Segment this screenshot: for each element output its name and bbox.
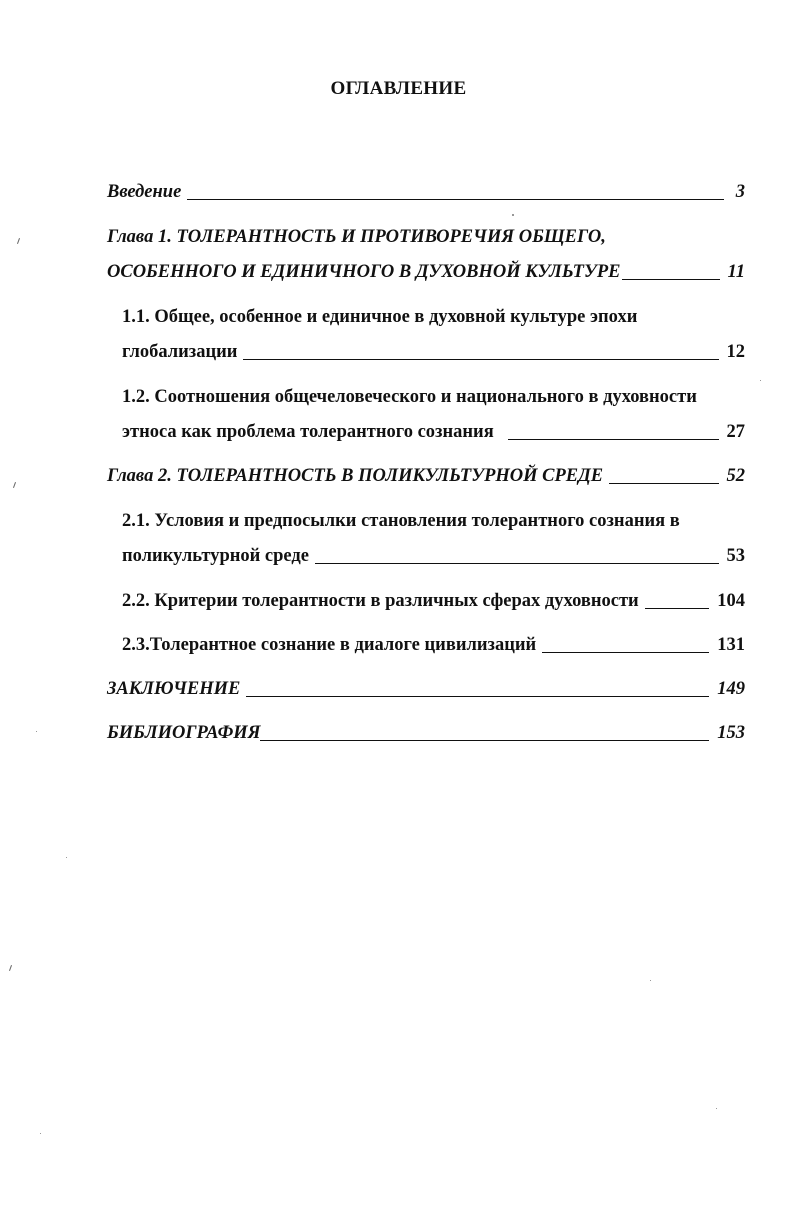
toc-entry-conclusion[interactable]	[107, 679, 745, 700]
scan-speck	[66, 857, 67, 858]
toc-entry-label: этноса как проблема толерантного сознания	[122, 422, 494, 442]
toc-page-number: 12	[726, 342, 745, 362]
scan-speck	[512, 214, 514, 216]
toc-entry-label: 2.2. Критерии толерантности в различных сферах духовности	[122, 591, 639, 611]
toc-entry-section-1-2-line-1[interactable]: 1.2. Соотношения общечеловеческого и национального в духовности	[122, 387, 697, 407]
scan-speck	[36, 731, 37, 732]
toc-entry-chapter-1-line-1[interactable]: Глава 1. ТОЛЕРАНТНОСТЬ И ПРОТИВОРЕЧИЯ ОБЩЕГО,	[107, 227, 606, 247]
scan-speck	[716, 1108, 717, 1109]
toc-entry-label: Глава 2. ТОЛЕРАНТНОСТЬ В ПОЛИКУЛЬТУРНОЙ СРЕДЕ	[107, 466, 604, 486]
toc-page-number: 27	[726, 422, 745, 442]
toc-entry-bibliography[interactable]	[107, 723, 745, 744]
toc-page-number: 153	[717, 723, 745, 743]
scan-speck	[13, 482, 16, 488]
leader-line	[315, 563, 719, 564]
toc-entry-label: глобализации	[122, 342, 238, 362]
toc-entry-section-2-2[interactable]	[122, 591, 745, 612]
toc-entry-label: Введение	[107, 182, 182, 202]
toc-entry-label: БИБЛИОГРАФИЯ	[107, 723, 261, 743]
toc-entry-label: ОСОБЕННОГО И ЕДИНИЧНОГО В ДУХОВНОЙ КУЛЬТУРЕ	[107, 262, 621, 282]
scan-speck	[760, 380, 761, 381]
toc-page-number: 53	[726, 546, 745, 566]
toc-page-number: 52	[726, 466, 745, 486]
toc-entry-chapter-1[interactable]	[107, 262, 745, 283]
toc-entry-label: 2.3.Толерантное сознание в диалоге цивилизаций	[122, 635, 537, 655]
toc-entry-introduction[interactable]	[107, 182, 745, 203]
toc-page-number: 11	[727, 262, 745, 282]
leader-line	[260, 740, 709, 741]
scan-speck	[9, 965, 12, 971]
scan-speck	[650, 980, 651, 981]
toc-entry-section-1-2[interactable]	[122, 422, 745, 443]
toc-page-number: 131	[717, 635, 745, 655]
toc-page-number: 3	[735, 182, 745, 202]
leader-line	[243, 359, 718, 360]
toc-entry-chapter-2[interactable]	[107, 466, 745, 487]
toc-page-number: 104	[717, 591, 745, 611]
toc-entry-section-2-3[interactable]	[122, 635, 745, 656]
scan-speck	[40, 1133, 41, 1134]
scan-speck	[17, 238, 20, 244]
leader-line	[622, 279, 719, 280]
page-title: ОГЛАВЛЕНИЕ	[330, 78, 467, 99]
toc-entry-label: поликультурной среде	[122, 546, 309, 566]
toc-entry-section-1-1-line-1[interactable]: 1.1. Общее, особенное и единичное в духовной культуре эпохи	[122, 307, 638, 327]
toc-entry-section-2-1-line-1[interactable]: 2.1. Условия и предпосылки становления толерантного сознания в	[122, 511, 680, 531]
leader-line	[246, 696, 709, 697]
leader-line	[645, 608, 710, 609]
leader-line	[609, 483, 718, 484]
leader-line	[508, 439, 719, 440]
toc-entry-section-1-1[interactable]	[122, 342, 745, 363]
leader-line	[542, 652, 709, 653]
leader-line	[187, 199, 723, 200]
toc-page-number: 149	[717, 679, 745, 699]
toc-entry-section-2-1[interactable]	[122, 546, 745, 567]
toc-entry-label: ЗАКЛЮЧЕНИЕ	[107, 679, 241, 699]
